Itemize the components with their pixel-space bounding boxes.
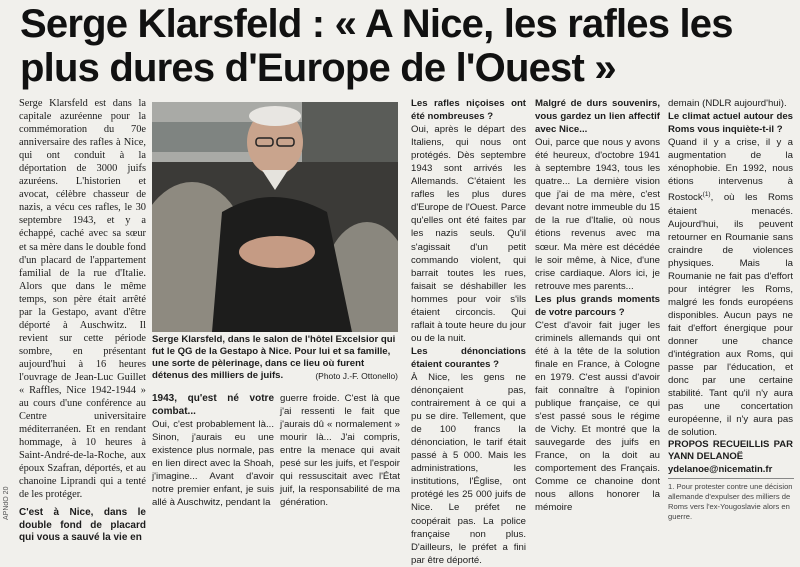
col5-answer-b: , où les Roms étaient menacés. Aujourd'hui, ils peuvent retourner en Roumanie sans craindre de violences physiques. Mais la Roumanie ne fait pas d'effort pour intégrer les Roms, malgré les fonds européens disponibles. Aucun pays ne fait d'effort énergique pour donner une chance d'intégration aux Roms, qui passe par l'éducation, et donc par une certaine stabilité. Tant qu'il n'y aura pas une concertation européenne, il n'y aura pas de solution.: [668, 192, 793, 439]
col5-answer-a: Quand il y a crise, il y a augmentation de la xénophobie. En 1992, nous étions intervenus à Rostock: [668, 137, 793, 204]
col5-question: Le climat actuel autour des Roms vous inquiète-t-il ?: [668, 111, 793, 136]
sub-column-left: [152, 392, 274, 509]
interview-column-3: [411, 97, 526, 567]
headline: Serge Klarsfeld : « A Nice, les rafles les plus dures d'Europe de l'Ouest »: [20, 2, 733, 90]
col4-question-1: Malgré de durs souvenirs, vous gardez un lien affectif avec Nice...: [535, 98, 660, 136]
footnote: 1. Pour protester contre une décision allemande d'expulser des milliers de Roms vers l'ex-Yougoslavie alors en guerre.: [668, 478, 794, 522]
col4-question-2: Les plus grands moments de votre parcours ?: [535, 293, 660, 318]
col3-answer-2: À Nice, les gens ne dénonçaient pas, contrairement à ce qui a pu se dire. Tellement, que de 100 francs la dénonciation, le tarif était passé à 5 000. Mais les administrations, les institutions, l'Église, ont protégé les 25 000 juifs de Nice. Le préfet ne coopérait pas. La police française non plus. D'ailleurs, le préfet a fini par être déporté.: [411, 371, 526, 566]
author-email[interactable]: ydelanoe@nicematin.fr: [668, 464, 773, 476]
signature: PROPOS RECUEILLIS PAR YANN DELANOË: [668, 439, 793, 463]
intro-column: [19, 97, 146, 545]
col4-answer-2: C'est d'avoir fait juger les criminels allemands qui ont été à la tête de la solution finale en France, à Cologne en 1979. C'est aussi d'avoir fait connaître à l'opinion publique française, ce qui s'est passé sous le régime de Vichy. Et montré que la sauvegarde des juifs en France, on la doit au comportement des Français. Comme ce chanoine dont nous allons honorer la mémoire: [535, 319, 660, 514]
photo-caption: [152, 334, 398, 382]
sub-right-answer: guerre froide. C'est là que j'ai ressenti le fait que j'aurais dû « normalement » mourir là... J'ai compris, entre la menace qui avait pesé sur les juifs, et l'espoir qui ressuscitait avec l'État juif, la responsabilité de ma génération.: [280, 393, 400, 509]
col3-answer-1: Oui, après le départ des Italiens, qui nous ont protégés. Dès septembre 1943 sont arrivés les Allemands. C'étaient les rafles les plus dures d'Europe de l'Ouest. Parce qu'elles ont été faites par les nazis seuls. Qu'il s'agissait d'un petit commando violent, qui barrait toutes les rues, faisait se déshabiller les hommes pour voir s'ils étaient circoncis. Qui raflait à toute heure du jour ou de la nuit.: [411, 124, 526, 344]
intro-text: Serge Klarsfeld est dans la capitale azuréenne pour la commémoration du 70e anniversaire des rafles à Nice, qui ont conduit à la déportation de 3000 juifs azuréens. L'historien et avocat, célèbre chasseur de nazis, a vécu ces rafles, le 30 septembre 1943, et y a échappé, caché avec sa sœur et sa mère dans le double fond d'un placard de l'appartement familial de la rue d'Italie. Alors que dans le même temps, son père était arrêté par la Gestapo, avant d'être déporté à Auschwitz. Il revient sur cette période sombre, en présentant aujourd'hui à 16 heures l'ouvrage de Jean-Luc Guillet « Raffles, Nice 1942-1944 » au cours d'une conférence au Centre universitaire méditerranéen. Et en rendant hommage, à 10 heures à Saint-André-de-la-Roche, aux époux Szafran, déportés, et au chanoine Liprandi qui a tenté de les protéger.: [19, 98, 146, 501]
col3-question-1: Les rafles niçoises ont été nombreuses ?: [411, 98, 526, 123]
photo-serge-klarsfeld: [152, 102, 398, 332]
page-margin-label: APNdO 20: [3, 486, 10, 520]
col3-question-2: Les dénonciations étaient courantes ?: [411, 345, 526, 370]
col1-question: C'est à Nice, dans le double fond de placard qui vous a sauvé la vie en: [19, 507, 146, 544]
sub-left-answer: Oui, c'est probablement là... Sinon, j'aurais eu une existence plus normale, pas en lien direct avec la Shoah, j'imagine... Avant d'avoir notre premier enfant, je suis allé à Auschwitz, pendant la: [152, 419, 274, 509]
footnote-ref: (1): [702, 191, 711, 199]
interview-column-4: [535, 97, 660, 515]
photo-credit: (Photo J.-F. Ottonello): [315, 371, 398, 381]
sub-left-question: 1943, qu'est né votre combat...: [152, 393, 274, 418]
caption-text: Serge Klarsfeld, dans le salon de l'hôtel Excelsior qui fut le QG de la Gestapo à Nice. Pour lui et sa famille, une sorte de pèlerinage, dans ce lieu où furent détenus des milliers de juifs.: [152, 334, 396, 381]
col4-answer-1: Oui, parce que nous y avons été heureux, d'octobre 1941 à septembre 1943, tous les quatre... La dernière vision que j'ai de ma mère, c'est devant notre immeuble du 15 de la rue d'Italie, où nous étions revenus avec ma sœur. Ma mère est décédée le soir même, à Nice, d'une crise cardiaque. Alors ici, je retrouve mes parents...: [535, 137, 660, 292]
sub-column-right: [280, 392, 400, 509]
portrait-illustration: [152, 102, 398, 332]
col5-answer: [668, 136, 793, 439]
col5-answer-0: demain (NDLR aujourd'hui).: [668, 98, 787, 109]
interview-column-5: [668, 97, 793, 476]
